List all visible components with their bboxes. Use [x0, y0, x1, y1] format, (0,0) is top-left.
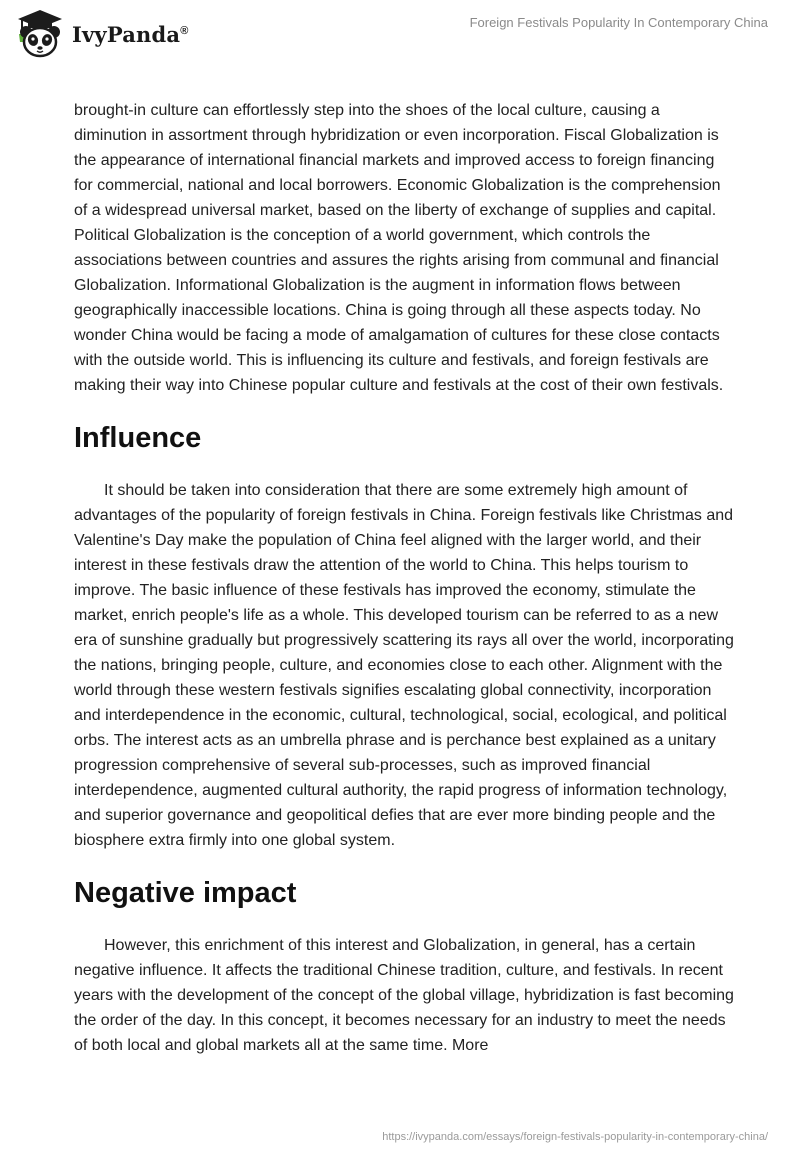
panda-graduation-cap-icon: [14, 8, 66, 60]
essay-content: [74, 98, 734, 1058]
heading-influence: Influence: [74, 422, 202, 454]
paragraph-influence: It should be taken into consideration that there are some extremely high amount of advantages of the popularity of foreign festivals in China. Foreign festivals like Christmas and Valentine's Day make the population of China feel aligned with the larger world, and their interest in these festivals draw the attention of the world to China. This helps tourism to improve. The basic influence of these festivals has improved the economy, stimulate the market, enrich people's life as a whole. This developed tourism can be referred to as a new era of sunshine gradually but progressively scattering its rays all over the world, incorporating the nations, bringing people, culture, and economies close to each other. Alignment with the world through these western festivals signifies escalating global connectivity, incorporation and interdependence in the economic, cultural, technological, social, ecological, and political orbs. The interest acts as an umbrella phrase and is perchance best explained as a unitary progression comprehensive of several sub-processes, such as improved financial interdependence, augmented cultural authority, the rapid progress of information technology, and superior governance and geopolitical defies that are ever more binding people and the biosphere extra firmly into one global system.: [74, 482, 734, 849]
ivypanda-logo[interactable]: [14, 8, 189, 60]
paragraph-negative-impact: However, this enrichment of this interest and Globalization, in general, has a certain negative influence. It affects the traditional Chinese tradition, culture, and festivals. In recent years with the development of the concept of the global village, hybridization is fast becoming the order of the day. In this concept, it becomes necessary for an industry to meet the needs of both local and global markets all at the same time. More: [74, 937, 734, 1054]
logo-text: IvyPanda®: [72, 21, 189, 47]
source-url[interactable]: https://ivypanda.com/essays/foreign-festivals-popularity-in-contemporary-china/: [382, 1131, 768, 1143]
heading-negative-impact: Negative impact: [74, 877, 297, 909]
page-header: [0, 0, 800, 70]
paragraph-intro-continued: brought-in culture can effortlessly step into the shoes of the local culture, causing a diminution in assortment through hybridization or even incorporation. Fiscal Globalization is the appearance of international financial markets and improved access to foreign financing for commercial, national and local borrowers. Economic Globalization is the comprehension of a widespread universal market, based on the liberty of exchange of supplies and capital. Political Globalization is the conception of a world government, which controls the associations between countries and assures the rights arising from communal and financial Globalization. Informational Globalization is the augment in information flows between geographically inaccessible locations. China is going through all these aspects today. No wonder China would be facing a mode of amalgamation of cultures for these close contacts with the outside world. This is influencing its culture and festivals, and foreign festivals are making their way into Chinese popular culture and festivals at the cost of their own festivals.: [74, 102, 724, 394]
document-title: Foreign Festivals Popularity In Contemporary China: [469, 15, 768, 30]
registered-mark: ®: [180, 24, 189, 37]
